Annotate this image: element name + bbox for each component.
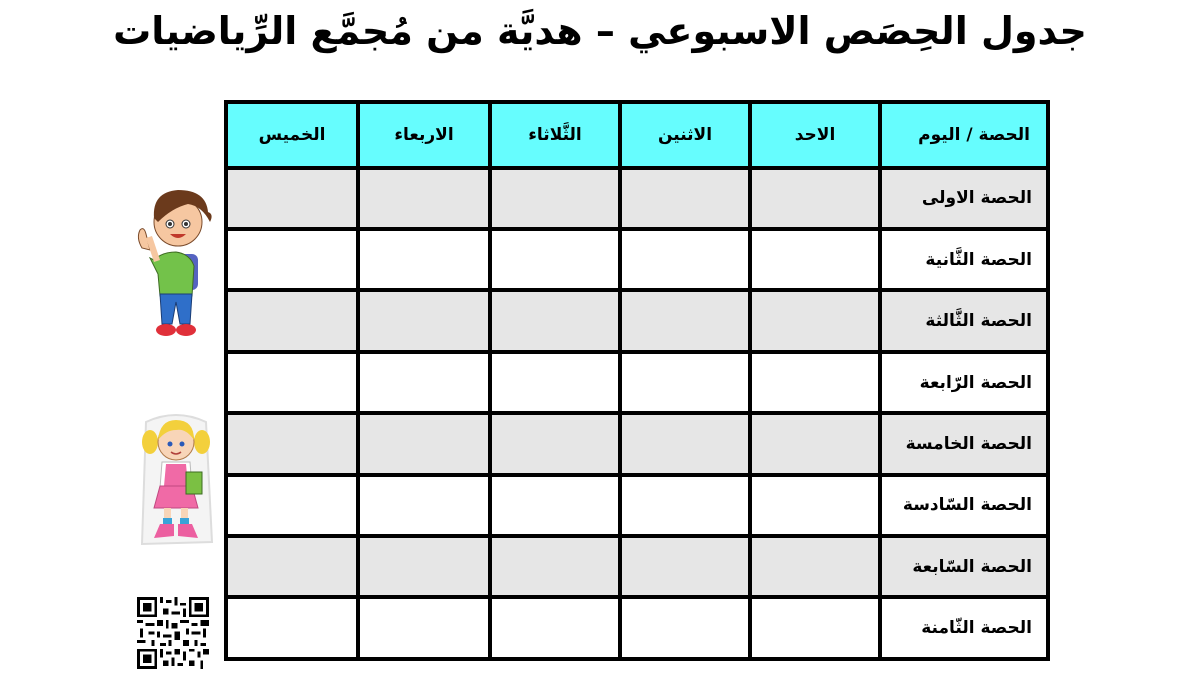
schedule-cell[interactable]	[620, 475, 750, 536]
schedule-cell[interactable]	[620, 536, 750, 597]
boy-illustration-icon	[128, 178, 224, 346]
schedule-cell[interactable]	[358, 229, 490, 290]
schedule-cell[interactable]	[358, 475, 490, 536]
schedule-cell[interactable]	[358, 352, 490, 413]
schedule-cell[interactable]	[226, 229, 358, 290]
schedule-cell[interactable]	[620, 597, 750, 659]
table-row	[226, 413, 1048, 474]
schedule-cell[interactable]	[750, 597, 880, 659]
schedule-cell[interactable]	[226, 597, 358, 659]
schedule-cell[interactable]	[226, 413, 358, 474]
schedule-cell[interactable]	[226, 290, 358, 351]
qr-code-icon[interactable]	[136, 597, 210, 669]
page-title: جدول الحِصَص الاسبوعي – هديَّة من مُجمَّع الرِّياضيات	[113, 9, 1087, 53]
schedule-cell[interactable]	[750, 229, 880, 290]
schedule-cell[interactable]	[226, 475, 358, 536]
schedule-cell[interactable]	[490, 597, 620, 659]
table-row	[226, 597, 1048, 659]
schedule-cell[interactable]	[750, 352, 880, 413]
period-label: الحصة الخامسة	[880, 413, 1048, 474]
schedule-cell[interactable]	[490, 229, 620, 290]
schedule-cell[interactable]	[750, 536, 880, 597]
table-row	[226, 229, 1048, 290]
schedule-cell[interactable]	[750, 168, 880, 229]
schedule-cell[interactable]	[358, 413, 490, 474]
period-label: الحصة الاولى	[880, 168, 1048, 229]
schedule-cell[interactable]	[490, 536, 620, 597]
schedule-cell[interactable]	[620, 352, 750, 413]
schedule-cell[interactable]	[490, 168, 620, 229]
table-row	[226, 536, 1048, 597]
day-header-wednesday: الاربعاء	[358, 102, 490, 168]
schedule-cell[interactable]	[490, 475, 620, 536]
period-label: الحصة الثَّالثة	[880, 290, 1048, 351]
girl-illustration-icon	[136, 412, 216, 552]
period-label: الحصة السّادسة	[880, 475, 1048, 536]
day-header-monday: الاثنين	[620, 102, 750, 168]
schedule-cell[interactable]	[358, 597, 490, 659]
day-header-thursday: الخميس	[226, 102, 358, 168]
table-row	[226, 352, 1048, 413]
table-row	[226, 290, 1048, 351]
period-label: الحصة الرّابعة	[880, 352, 1048, 413]
period-label: الحصة الثّامنة	[880, 597, 1048, 659]
schedule-cell[interactable]	[620, 290, 750, 351]
weekly-schedule-table	[224, 100, 1050, 661]
schedule-cell[interactable]	[226, 352, 358, 413]
schedule-cell[interactable]	[358, 168, 490, 229]
schedule-cell[interactable]	[490, 413, 620, 474]
corner-header: الحصة / اليوم	[880, 102, 1048, 168]
schedule-cell[interactable]	[358, 290, 490, 351]
schedule-cell[interactable]	[226, 536, 358, 597]
header-row	[226, 102, 1048, 168]
schedule-cell[interactable]	[620, 229, 750, 290]
schedule-cell[interactable]	[750, 413, 880, 474]
schedule-cell[interactable]	[750, 475, 880, 536]
schedule-cell[interactable]	[620, 413, 750, 474]
schedule-cell[interactable]	[358, 536, 490, 597]
schedule-cell[interactable]	[226, 168, 358, 229]
schedule-cell[interactable]	[750, 290, 880, 351]
period-label: الحصة السّابعة	[880, 536, 1048, 597]
schedule-cell[interactable]	[490, 290, 620, 351]
schedule-cell[interactable]	[620, 168, 750, 229]
schedule-cell[interactable]	[490, 352, 620, 413]
table-row	[226, 475, 1048, 536]
table-row	[226, 168, 1048, 229]
day-header-sunday: الاحد	[750, 102, 880, 168]
period-label: الحصة الثَّانية	[880, 229, 1048, 290]
day-header-tuesday: الثَّلاثاء	[490, 102, 620, 168]
